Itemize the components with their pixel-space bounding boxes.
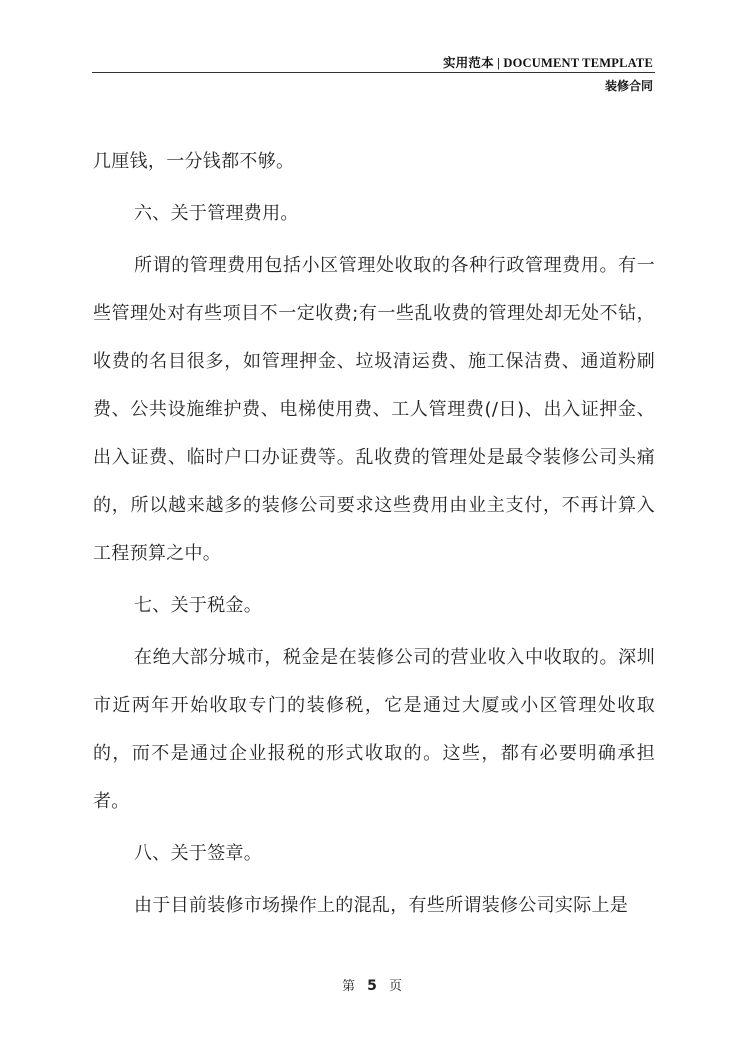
page-label-suffix: 页 (389, 979, 403, 994)
section-heading: 六、关于管理费用。 (134, 203, 299, 224)
header-divider (92, 72, 655, 73)
paragraph: 在绝大部分城市，税金是在装修公司的营业收入中收取的。深圳市近两年开始收取专门的装修税，它是通过大厦或小区管理处收取的，而不是通过企业报税的形式收取的。这些，都有必要明确承担者。 (93, 647, 655, 812)
section-heading: 七、关于税金。 (134, 595, 263, 616)
header-subtitle: 装修合同 (604, 79, 653, 93)
document-body (93, 138, 655, 934)
paragraph: 几厘钱，一分钱都不够。 (93, 151, 295, 172)
paragraph: 所谓的管理费用包括小区管理处收取的各种行政管理费用。有一些管理处对有些项目不一定收费;有一些乱收费的管理处却无处不钻，收费的名目很多，如管理押金、垃圾清运费、施工保洁费、通道粉刷费、公共设施维护费、电梯使用费、工人管理费(/日)、出入证押金、出入证费、临时户口办证费等。乱收费的管理处是最令装修公司头痛的，所以越来越多的装修公司要求这些费用由业主支付，不再计算入工程预算之中。 (93, 255, 655, 564)
page-header (0, 0, 744, 100)
page-label-prefix: 第 (341, 979, 355, 994)
header-title: 实用范本 | DOCUMENT TEMPLATE (442, 56, 653, 70)
page-number: 5 (367, 978, 377, 994)
paragraph: 由于目前装修市场操作上的混乱，有些所谓装修公司实际上是 (134, 895, 629, 916)
page-footer (0, 975, 744, 994)
section-heading: 八、关于签章。 (134, 843, 263, 864)
